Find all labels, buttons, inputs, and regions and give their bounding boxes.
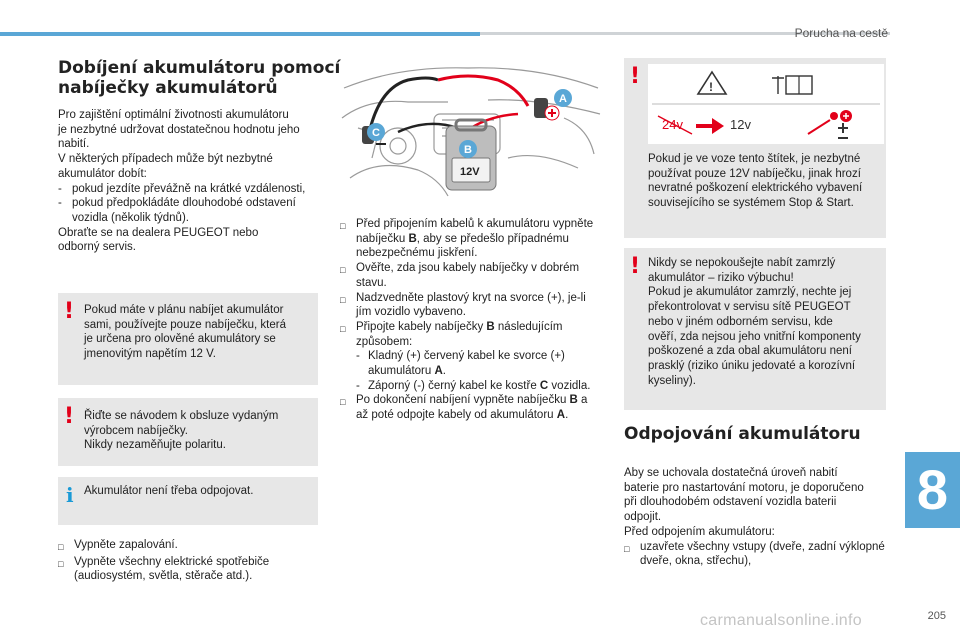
sub-list-item: - Kladný (+) červený kabel ke svorce (+) akumulátoru A. (356, 350, 565, 378)
sub-list-item: - Záporný (-) černý kabel ke kostře C vozidla. (356, 379, 591, 392)
list-item: - pokud jezdíte převážně na krátké vzdálenosti, (58, 182, 306, 195)
warning-box-12v-label: ! ! 24v 12v Pokud je ve voze tento štítek, je nezbytné používat pouze 12V nabíječku, jinak hrozí nevratné poškození elektrického vybavení souvisejícího se systémem Stop & Start. (624, 58, 886, 238)
section-title-charging: Dobíjení akumulátoru pomocí nabíječky akumulátorů (58, 58, 341, 98)
label-24v: 24v (662, 117, 683, 132)
page-number: 205 (927, 610, 946, 622)
chapter-tab: 8 (905, 452, 960, 528)
list-item: □ Po dokončení nabíjení vypněte nabíječku B a až poté odpojte kabely od akumulátoru A. (340, 394, 588, 422)
warning-icon: ! (630, 64, 641, 89)
checkbox-icon: □ (58, 558, 64, 569)
warning-box-polarity: ! Řiďte se návodem k obsluze vydaným výrobcem nabíječky. Nikdy nezaměňujte polaritu. (58, 398, 318, 466)
checkbox-icon: □ (340, 265, 346, 276)
label-12v: 12v (730, 117, 751, 132)
book-icon (772, 76, 784, 94)
checkbox-icon: □ (58, 542, 64, 552)
list-item: □ Vypněte zapalování. (58, 538, 320, 555)
info-icon: i (66, 483, 74, 507)
header-bar-blue (0, 32, 480, 36)
battery-terminal-icon (838, 123, 848, 133)
list-item: □ Vypněte všechny elektrické spotřebiče (audiosystém, světla, stěrače atd.). (58, 555, 270, 583)
cable-clamp-icon (808, 120, 830, 134)
callout-c: C (372, 127, 380, 139)
list-item: □ uzavřete všechny vstupy (dveře, zadní výklopné dveře, okna, střechu), (624, 540, 885, 568)
disconnect-text: Aby se uchovala dostatečná úroveň nabití baterie pro nastartování motoru, je doporučeno při dlouhodobém odstavení vozidla baterii odpojit. Před odpojením akumulátoru: □ uzavřete všechny vstupy (dveře, zadní výklopné dveře, okna, střechu), (624, 467, 885, 568)
list-item: □ Před připojením kabelů k akumulátoru vypněte nabíječku B, aby se předešlo případnému nebezpečnému jiskření. (340, 218, 594, 260)
checkbox-icon: □ (340, 323, 346, 334)
section-label: Porucha na cestě (794, 26, 888, 40)
intro-text: Pro zajištění optimální životnosti akumulátoru je nezbytné udržovat dostatečnou hodnotu jeho nabití. V některých případech může být nezbytné akumulátor dobít: - pokud jezdíte převážně na krátké vzdálenosti, - pokud předpokládáte dlouhodobé odstavení vozidla (několik týdnů). Obraťte se na dealera PEUGEOT nebo odborný servis. (58, 108, 320, 255)
callout-a: A (559, 93, 567, 105)
arrow-right-icon (696, 118, 724, 134)
list-item: □ Připojte kabely nabíječky B následujícím způsobem: (340, 320, 563, 348)
watermark: carmanualsonline.info (700, 612, 862, 629)
checkbox-icon: □ (340, 294, 346, 305)
warning-icon: ! (64, 299, 75, 324)
callout-b: B (464, 144, 472, 156)
section-title-disconnect: Odpojování akumulátoru (624, 424, 861, 444)
list-item: - pokud předpokládáte dlouhodobé odstavení vozidla (několik týdnů). (58, 197, 296, 224)
list-item: □ Nadzvedněte plastový kryt na svorce (+), je-li jím vozidlo vybaveno. (340, 291, 586, 319)
warning-box-charger: ! Pokud máte v plánu nabíjet akumulátor sami, používejte pouze nabíječku, která je určena pro olověné akumulátory se jmenovitým napětím 12 V. (58, 293, 318, 385)
checkbox-icon: □ (340, 221, 346, 231)
svg-text:!: ! (709, 80, 713, 94)
checkbox-icon: □ (340, 397, 346, 408)
checkbox-icon: □ (624, 543, 630, 554)
warning-box-frozen-battery: ! Nikdy se nepokoušejte nabít zamrzlý akumulátor – riziko výbuchu! Pokud je akumulátor zamrzlý, nechte jej překontrolovat v servisu sítě PEUGEOT nebo v jiném odborném servisu, kde ověří, zda nejsou jeho vnitřní komponenty poškozené a zda obal akumulátoru není prasklý (riziko úniku jedovaté a korozívní kyseliny). (624, 248, 886, 410)
charger-voltage-label: 12V (460, 166, 480, 178)
steps-list-left (58, 538, 320, 584)
engine-charger-illustration (338, 58, 604, 200)
charger-label-image (648, 64, 884, 144)
warning-icon: ! (630, 254, 641, 279)
steps-list-middle (340, 217, 602, 423)
list-item: □ Ověřte, zda jsou kabely nabíječky v dobrém stavu. (340, 262, 580, 289)
info-box: i Akumulátor není třeba odpojovat. (58, 477, 318, 525)
warning-icon: ! (64, 404, 75, 429)
